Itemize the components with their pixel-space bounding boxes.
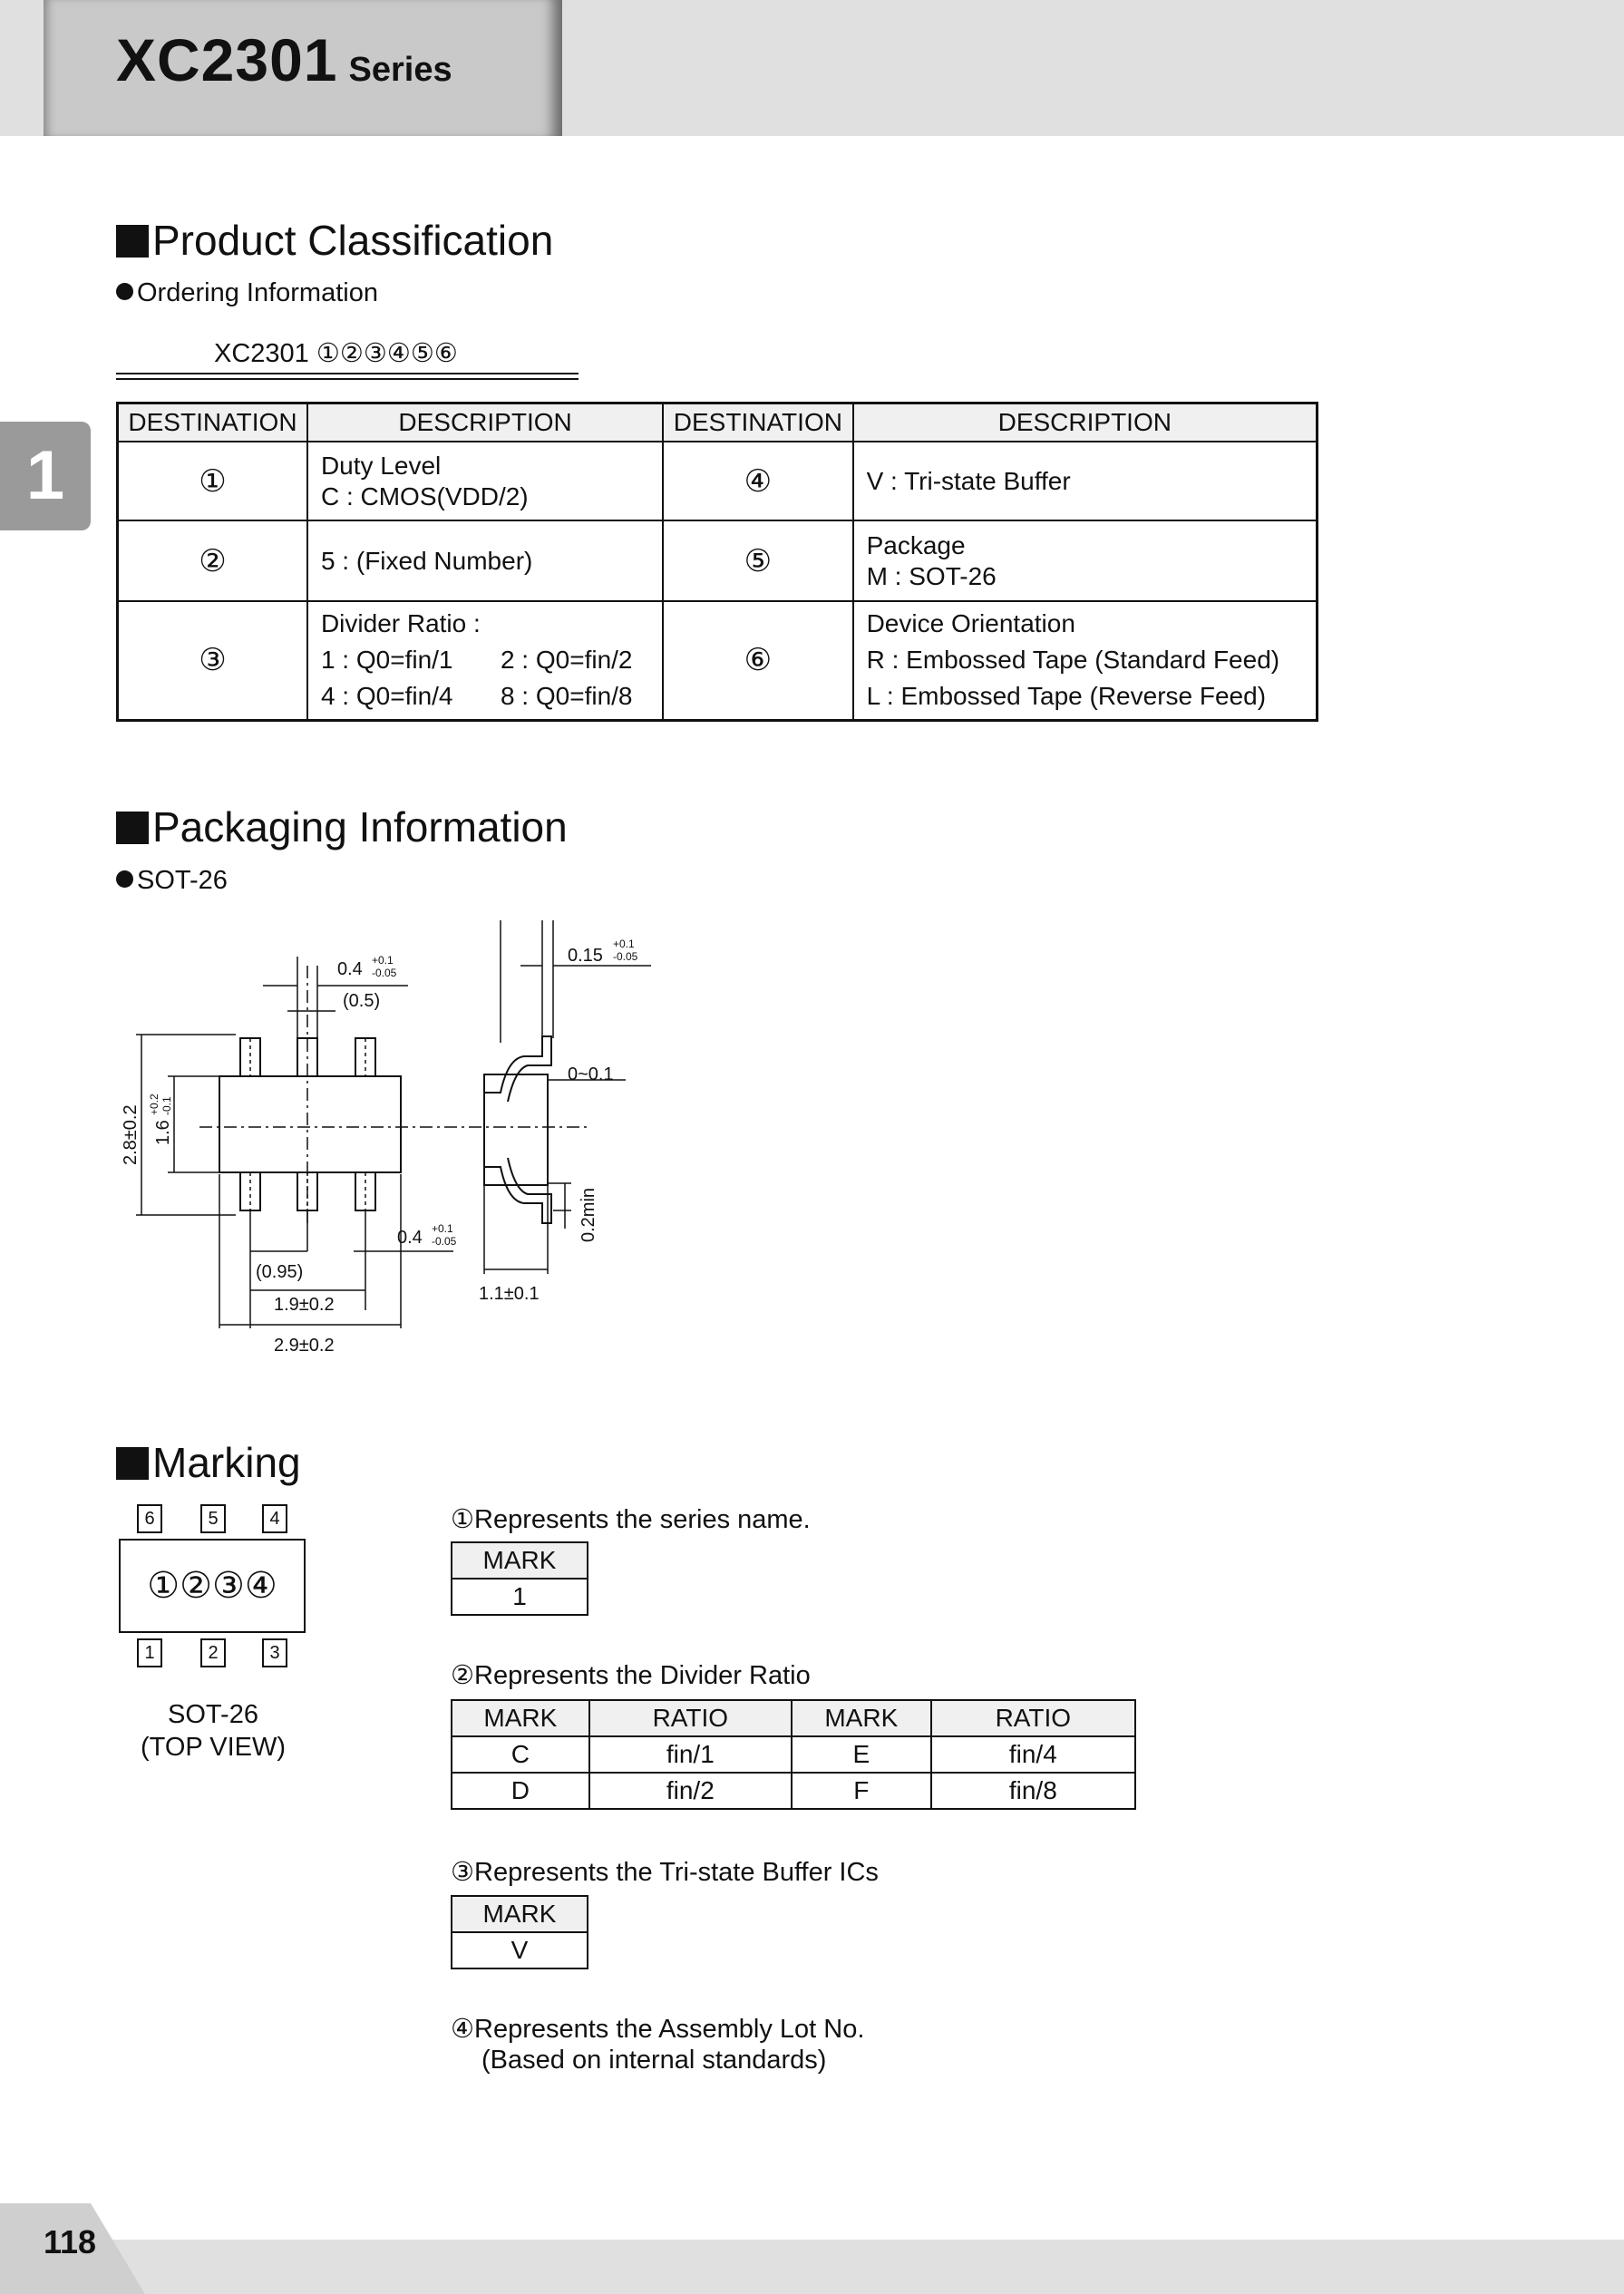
destination-cell: ③	[118, 601, 307, 720]
table-cell: V	[452, 1932, 588, 1968]
classification-header-row	[118, 403, 1318, 442]
description-cell: Device Orientation R : Embossed Tape (Standard Feed) L : Embossed Tape (Reverse Feed)	[853, 601, 1318, 720]
description-cell: Duty Level C : CMOS(VDD/2)	[307, 442, 663, 520]
table-cell: F	[792, 1773, 931, 1809]
mark-table-ratio	[451, 1699, 1136, 1810]
description-cell: Package M : SOT-26	[853, 520, 1318, 601]
column-header: DESTINATION	[663, 403, 852, 442]
package-body	[219, 1076, 401, 1172]
svg-text:+0.2: +0.2	[148, 1094, 160, 1115]
table-cell: D	[452, 1773, 589, 1809]
series-label: Series	[348, 51, 452, 89]
marking-body: ①②③④	[119, 1539, 306, 1633]
svg-text:-0.1: -0.1	[160, 1096, 173, 1115]
column-header: RATIO	[589, 1700, 792, 1736]
column-header: DESCRIPTION	[853, 403, 1318, 442]
description-cell: V : Tri-state Buffer	[853, 442, 1318, 520]
footer-band	[0, 2240, 1624, 2294]
column-header: MARK	[452, 1700, 589, 1736]
package-side-view	[484, 1074, 548, 1185]
svg-text:+0.1: +0.1	[432, 1222, 453, 1235]
svg-text:-0.05: -0.05	[372, 967, 397, 979]
table-cell: 1	[452, 1579, 588, 1615]
mark-table-buffer	[451, 1895, 588, 1969]
marking-heading: Marking	[116, 1438, 301, 1487]
package-outline-drawing	[109, 911, 671, 1365]
marking-note-4b: (Based on internal standards)	[481, 2046, 827, 2075]
destination-cell: ⑥	[663, 601, 852, 720]
dim-pitch-x2: 1.9±0.2	[274, 1295, 335, 1315]
page-title: XC2301 Series	[116, 26, 452, 93]
table-row	[452, 1736, 1135, 1773]
top-view-caption: SOT-26 (TOP VIEW)	[140, 1700, 287, 1762]
pin-label: 1	[137, 1638, 162, 1667]
part-number-template: XC2301 ①②③④⑤⑥	[214, 339, 458, 368]
dim-height: 1.1±0.1	[479, 1284, 540, 1304]
destination-cell: ①	[118, 442, 307, 520]
chapter-tab[interactable]: 1	[0, 422, 91, 530]
classification-table	[116, 402, 1318, 722]
dim-pitch: (0.95)	[256, 1262, 304, 1282]
pin-label: 6	[137, 1504, 162, 1533]
table-cell: E	[792, 1736, 931, 1773]
pin-label: 2	[200, 1638, 226, 1667]
pin-label: 4	[262, 1504, 287, 1533]
page-number: 118	[44, 2223, 97, 2260]
dim-lead-width: 0.4	[337, 959, 363, 979]
column-header: RATIO	[931, 1700, 1135, 1736]
destination-cell: ②	[118, 520, 307, 601]
svg-text:-0.05: -0.05	[432, 1235, 457, 1248]
table-row	[118, 520, 1318, 601]
pin-label: 5	[200, 1504, 226, 1533]
svg-text:+0.1: +0.1	[613, 938, 635, 950]
marking-note-1: ①Represents the series name.	[451, 1505, 811, 1534]
packaging-information-heading: Packaging Information	[116, 802, 568, 851]
marking-note-2: ②Represents the Divider Ratio	[451, 1661, 811, 1690]
table-row	[118, 442, 1318, 520]
marking-note-3: ③Represents the Tri-state Buffer ICs	[451, 1858, 879, 1887]
dim-thickness: 0.15	[568, 946, 603, 966]
dim-body-inner: 1.6	[153, 1120, 173, 1145]
package-label: SOT-26	[116, 866, 228, 896]
table-row	[452, 1773, 1135, 1809]
dim-overall-width: 2.9±0.2	[274, 1336, 335, 1356]
column-header: MARK	[792, 1700, 931, 1736]
column-header: MARK	[452, 1542, 588, 1579]
ordering-information-label: Ordering Information	[116, 278, 378, 308]
description-cell: Divider Ratio : 1 : Q0=fin/1 2 : Q0=fin/2 4 : Q0=fin/4 8 : Q0=fin/8	[307, 601, 663, 720]
column-header: MARK	[452, 1896, 588, 1932]
mark-table-series	[451, 1541, 588, 1616]
svg-text:+0.1: +0.1	[372, 954, 394, 967]
pin-label: 3	[262, 1638, 287, 1667]
table-cell: fin/8	[931, 1773, 1135, 1809]
dim-lead-spacing: (0.5)	[343, 991, 381, 1011]
part-number-underline	[116, 373, 579, 380]
table-cell: fin/1	[589, 1736, 792, 1773]
destination-cell: ④	[663, 442, 852, 520]
svg-text:-0.05: -0.05	[613, 950, 638, 963]
dim-standoff: 0~0.1	[568, 1064, 614, 1084]
table-row	[118, 601, 1318, 720]
description-cell: 5 : (Fixed Number)	[307, 520, 663, 601]
product-classification-heading: Product Classification	[116, 216, 553, 265]
table-cell: C	[452, 1736, 589, 1773]
column-header: DESCRIPTION	[307, 403, 663, 442]
dim-body-height: 2.8±0.2	[121, 1104, 141, 1165]
destination-cell: ⑤	[663, 520, 852, 601]
marking-note-4: ④Represents the Assembly Lot No.	[451, 2015, 865, 2044]
marking-top-view	[119, 1504, 306, 1667]
table-cell: fin/4	[931, 1736, 1135, 1773]
column-header: DESTINATION	[118, 403, 307, 442]
table-cell: fin/2	[589, 1773, 792, 1809]
dim-foot: 0.2min	[579, 1187, 598, 1242]
dim-lead-width-b: 0.4	[397, 1228, 423, 1248]
